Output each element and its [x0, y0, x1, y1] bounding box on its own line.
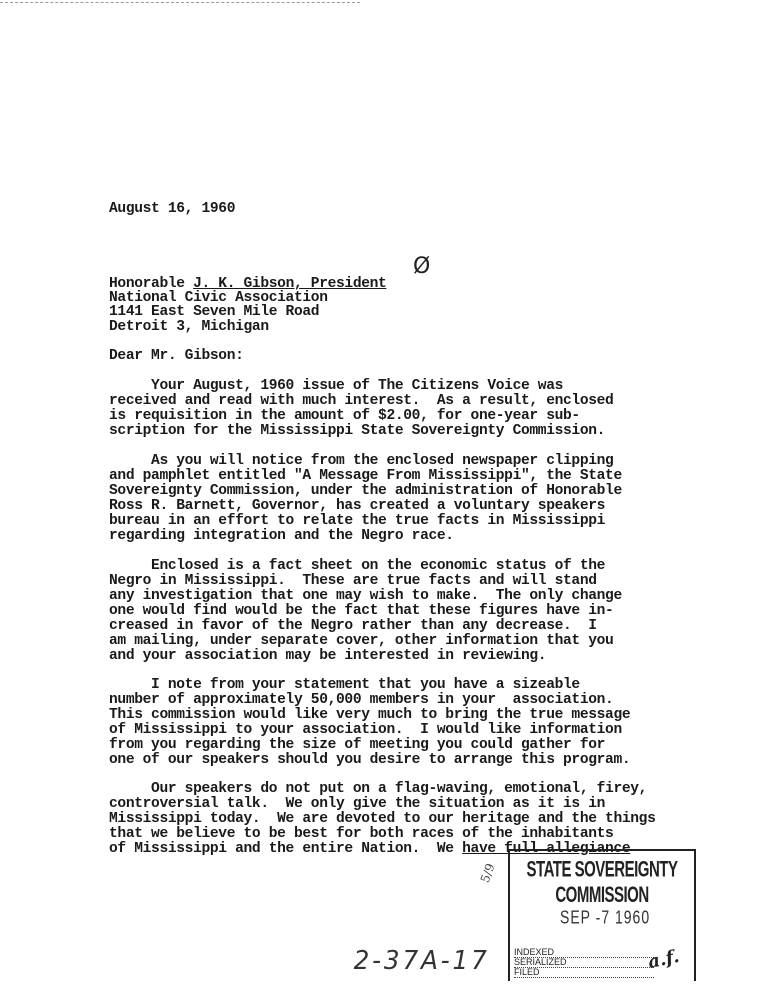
body-line: I note from your statement that you have a sizeable: [109, 677, 580, 693]
recipient-name: J. K. Gibson, President: [193, 276, 387, 292]
body-line: Your August, 1960 issue of The Citizens Voice was: [109, 378, 564, 394]
body-line: of Mississippi to your association. I would like information: [109, 722, 622, 738]
body-line: Ross R. Barnett, Governor, has created a voluntary speakers: [109, 498, 606, 514]
last-line-text: of Mississippi and the entire Nation. We: [109, 841, 463, 857]
body-line: one would find would be the fact that these figures have in-: [109, 603, 614, 619]
body-line: Negro in Mississippi. These are true facts and will stand: [109, 573, 597, 589]
last-line-underlined: have full allegiance: [462, 841, 631, 857]
body-line: one of our speakers should you desire to arrange this program.: [109, 752, 631, 768]
body-line: number of approximately 50,000 members in your association.: [109, 692, 614, 708]
body-line: As you will notice from the enclosed newspaper clipping: [109, 453, 614, 469]
stamp-row-filed: FILED: [514, 967, 654, 978]
body-line: Our speakers do not put on a flag-waving, emotional, firey,: [109, 781, 648, 797]
address-line-4: Detroit 3, Michigan: [109, 319, 269, 335]
body-line: scription for the Mississippi State Sovereignty Commission.: [109, 423, 606, 439]
body-line: and your association may be interested in reviewing.: [109, 648, 547, 664]
body-line: that we believe to be best for both races of the inhabitants: [109, 826, 614, 842]
body-line: any investigation that one may wish to make. The only change: [109, 588, 622, 604]
body-line: and pamphlet entitled "A Message From Mississippi", the State: [109, 468, 622, 484]
stamp-row-indexed: INDEXED: [514, 947, 654, 958]
handwritten-file-number: 2-37A-17: [353, 946, 490, 976]
body-line: regarding integration and the Negro race.: [109, 528, 454, 544]
check-mark-annotation: Ø: [413, 254, 431, 279]
received-stamp: [508, 849, 696, 981]
stamp-date: SEP -7 1960: [560, 906, 651, 928]
body-line: is requisition in the amount of $2.00, for one-year sub-: [109, 408, 580, 424]
stamp-title: STATE SOVEREIGNTY COMMISSION: [526, 857, 678, 908]
body-line: This commission would like very much to bring the true message: [109, 707, 631, 723]
body-line: creased in favor of the Negro rather than any decrease. I: [109, 618, 597, 634]
address-line-3: 1141 East Seven Mile Road: [109, 304, 320, 320]
body-line: am mailing, under separate cover, other information that you: [109, 633, 614, 649]
body-line: received and read with much interest. As a result, enclosed: [109, 393, 614, 409]
body-line: controversial talk. We only give the situation as it is in: [109, 796, 606, 812]
stamp-row-serialized: SERIALIZED: [514, 957, 654, 968]
letter-date: August 16, 1960: [109, 201, 236, 217]
body-line: Mississippi today. We are devoted to our heritage and the things: [109, 811, 656, 827]
body-line: Sovereignty Commission, under the administration of Honorable: [109, 483, 622, 499]
top-dashed-edge: [0, 2, 360, 3]
address-prefix: Honorable: [109, 276, 194, 292]
address-line-2: National Civic Association: [109, 290, 328, 306]
margin-mark-annotation: 5/9: [477, 861, 498, 885]
salutation: Dear Mr. Gibson:: [109, 348, 244, 364]
body-line: from you regarding the size of meeting you could gather for: [109, 737, 606, 753]
body-line: bureau in an effort to relate the true facts in Mississippi: [109, 513, 606, 529]
body-line: Enclosed is a fact sheet on the economic status of the: [109, 558, 606, 574]
stamp-initials: a.f.: [646, 945, 682, 974]
